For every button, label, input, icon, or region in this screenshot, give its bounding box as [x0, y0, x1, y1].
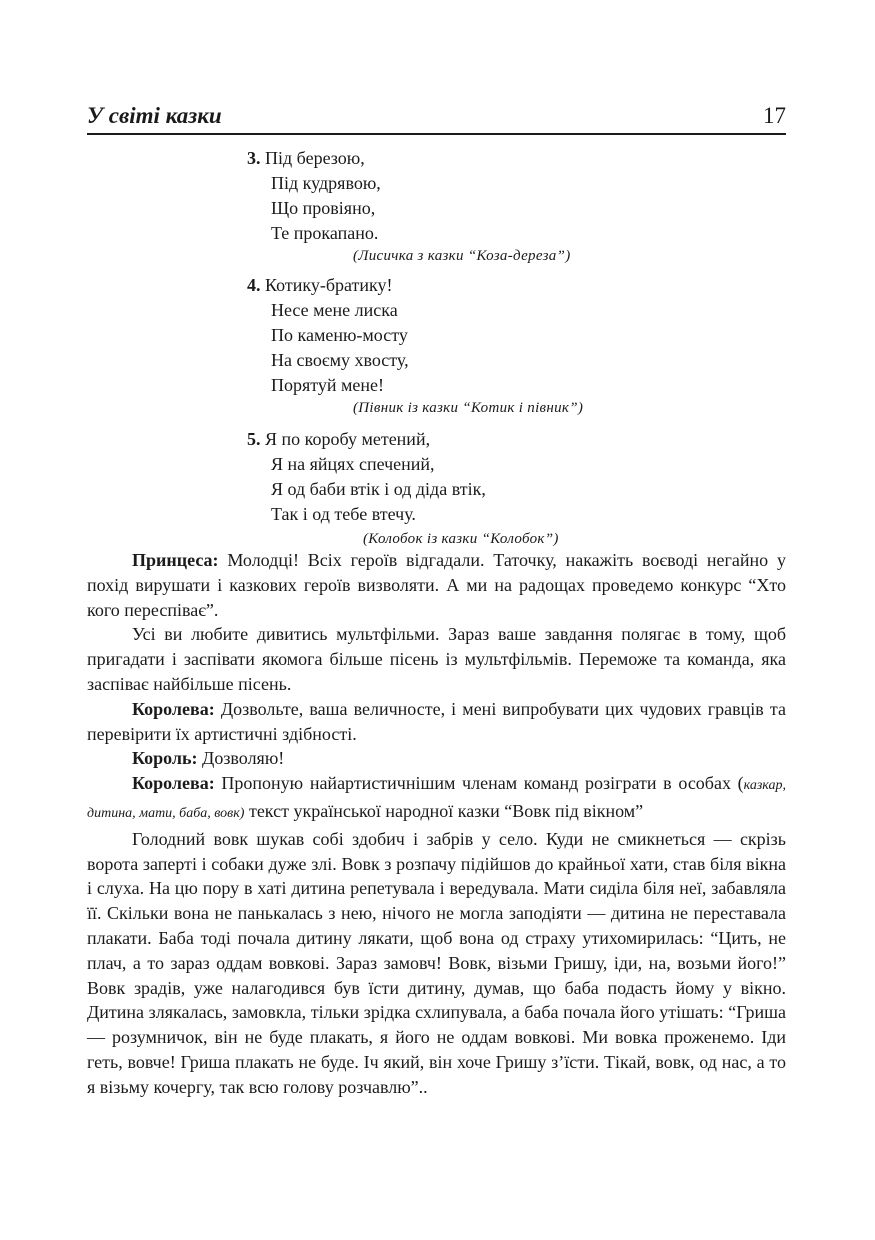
paragraph-text: Усі ви любите дивитись мультфільми. Зараз ваше завдання полягає в тому, щоб пригадати і заспівати якомога більше пісень із мультфільмів. Переможе та команда, яка заспіває найбільше пісень.: [87, 624, 786, 694]
verse-number: 5.: [247, 429, 261, 449]
verse-line: Те прокапано.: [271, 223, 379, 243]
running-header: [87, 101, 786, 135]
paragraph-contest: [87, 622, 786, 696]
verse-line: На своєму хвосту,: [271, 350, 409, 370]
speaker-label: Король:: [132, 748, 198, 769]
speaker-label: Королева:: [132, 773, 215, 794]
verse-4: [247, 273, 667, 419]
paragraph-tale: [87, 827, 786, 1100]
page-number: 17: [763, 103, 786, 128]
paragraph-king: [87, 746, 786, 771]
paragraph-text: Дозволяю!: [202, 748, 285, 769]
verse-number: 3.: [247, 148, 261, 168]
verse-source: (Півник із казки “Котик і півник”): [353, 400, 584, 416]
verse-line: Під кудрявою,: [271, 173, 381, 193]
verse-line: 3. Під березою,: [247, 148, 365, 168]
paragraph-princess: [87, 548, 786, 622]
verse-line: Я од баби втік і од діда втік,: [271, 479, 486, 499]
paragraph-queen-roles: [87, 771, 786, 827]
verse-3: [247, 146, 667, 267]
verse-line: Що провіяно,: [271, 198, 376, 218]
paragraph-text: Пропоную найартистичнішим членам команд розіграти в особах (: [221, 773, 744, 794]
speaker-label: Королева:: [132, 698, 215, 719]
verse-line: По каменю-мосту: [271, 325, 408, 345]
verse-line: Несе мене лиска: [271, 300, 398, 320]
verse-line: Порятуй мене!: [271, 375, 385, 395]
verse-line: 4. Котику-братику!: [247, 275, 393, 295]
paragraph-text: Голодний вовк шукав собі здобич і забрів у село. Куди не смикнеться — скрізь ворота заперті і собаки дуже злі. Вовк з розпачу підійшов до крайньої хати, став біля вікна і слуха. На цю пору в хаті дитина репетувала і вередувала. Мати сиділа біля неї, забавляла її. Скільки вона не панькалась з нею, нічого не могла заподіяти — дитина не переставала плакати. Баба тоді почала дитину лякати, щоб вона од страху утихомирилась: “Цить, не плач, а то зараз оддам вовкові. Зараз замовч! Вовк, візьми Гришу, іди, на, возьми його!” Вовк зрадів, уже налагодився був їсти дитину, думав, що баба подасть йому у вікно. Дитина злякалась, замовкла, тільки зрідка схлипувала, а баба почала його утішать: “Гриша — розумничок, він не буде плакать, я його не оддам вовкові. Ми вовка проженемо. Іди геть, вовче! Гриша плакать не буде. Іч який, він хоче Гришу з’їсти. Тікай, вовк, од нас, а то я візьму кочергу, так всю голову розчавлю”..: [87, 828, 786, 1097]
paragraph-text: Дозвольте, ваша величносте, і мені випробувати цих чудових гравців та перевірити їх артистичні здібності.: [87, 698, 786, 744]
speaker-label: Принцеса:: [132, 550, 219, 570]
prose-body: [87, 548, 786, 1100]
verse-riddles: [247, 146, 667, 550]
paragraph-text: Молодці! Всіх героїв відгадали. Таточку, накажіть воєводі негайно у похід вирушати і казкових героїв визволяти. А ми на радощах проведемо конкурс “Хто кого переспіває”.: [87, 550, 787, 620]
verse-5: [247, 427, 667, 550]
role-list: казкар, дитина, мати, баба, вовк): [87, 778, 786, 821]
verse-line: Я на яйцях спечений,: [271, 454, 435, 474]
verse-line: Так і од тебе втечу.: [271, 504, 416, 524]
paragraph-queen: [87, 697, 786, 747]
running-title: У світі казки: [87, 103, 222, 128]
verse-number: 4.: [247, 275, 261, 295]
paragraph-text: текст української народної казки “Вовк під вікном”: [244, 800, 644, 821]
verse-source: (Колобок із казки “Колобок”): [363, 531, 559, 547]
verse-line: 5. Я по коробу метений,: [247, 429, 431, 449]
verse-source: (Лисичка з казки “Коза-дереза”): [353, 248, 571, 264]
